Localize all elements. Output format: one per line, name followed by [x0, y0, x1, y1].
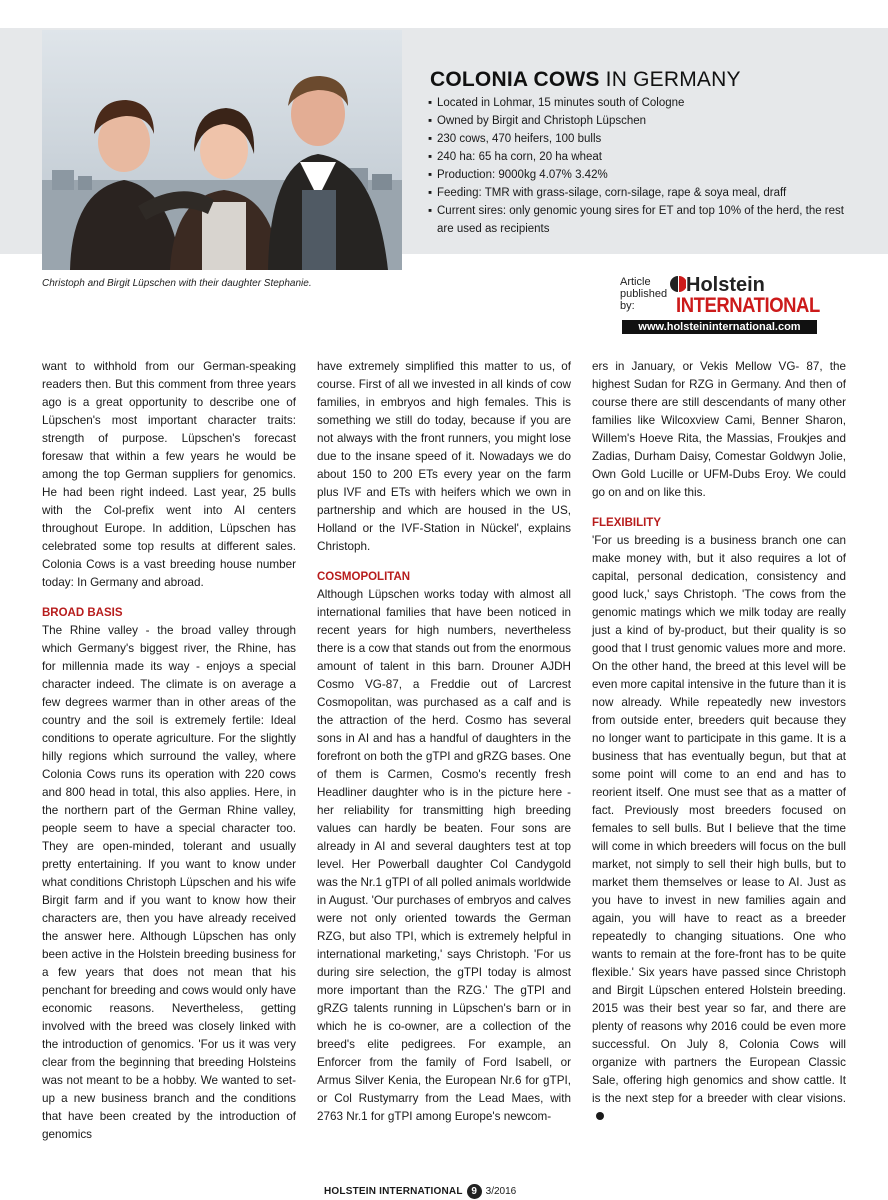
section-heading-cosmopolitan: COSMOPOLITAN	[317, 571, 411, 583]
logo-holstein-text: Holstein	[686, 274, 765, 296]
end-mark-icon	[596, 1112, 604, 1120]
page-footer	[324, 1184, 516, 1199]
paragraph: want to withhold from our German-speaking readers then. But this comment from three years ago is a great opportunity to describe one of Lüpschen's most important character traits: strength of purpose. Lüpschen's forecast foresaw that within a few years he would be among the top German suppliers for genomics. He had been right indeed. Last year, 25 bulls with the Col-prefix went into AI centers throughout Europe. In addition, Lüpschen has celebrated some top results at different sales. Colonia Cows is a vast breeding house number today: In Germany and abroad.	[42, 360, 296, 589]
section-heading-broad-basis: BROAD BASIS	[42, 607, 123, 619]
section-heading-flexibility: FLEXIBILITY	[592, 517, 661, 529]
article-column-2	[317, 358, 571, 1126]
farm-title	[430, 68, 741, 92]
photo-caption: Christoph and Birgit Lüpschen with their daughter Stephanie.	[42, 278, 312, 289]
fact-text: Production: 9000kg 4.07% 3.42%	[437, 169, 608, 181]
fact-feeding	[428, 184, 848, 202]
fact-location	[428, 94, 848, 112]
holstein-logo-icon	[670, 275, 686, 293]
publisher-label: Article published by:	[620, 276, 668, 312]
farm-title-country: IN GERMANY	[599, 68, 741, 91]
fact-text: Feeding: TMR with grass-silage, corn-silage, rape & soya meal, draff	[437, 187, 787, 199]
bullet-icon: ▪	[428, 115, 433, 127]
fact-text: Current sires: only genomic young sires for ET and top 10% of the herd, the rest are used as recipients	[437, 205, 844, 235]
paragraph-text: 'For us breeding is a business branch one can make money with, but it also requires a lot of capital, personal dedication, consistency and good luck,' says Christoph. 'The cows from the genomic matings which we milk today are really just a kind of by-product, but their quality is so good that I trust genomic values more and more. On the other hand, the breed at this level will be even more capital intensive in the future than it is now already. While repeatedly new investors from outside enter, breeders quit because they no longer want to participate in this game. It is a business that has eventually begun, but that at some point will come to an end and has to reorient itself. One must see that as a matter of fact. Previously most breeders focused on females to sell bulls. But I believe that the time will come in which breeders will focus on the bull market, not simply to sell their high bulls, but to market them themselves or lease to AI. Just as you have to invest in new families again and again, you will have to react as a breeder repeatedly to changing situations. One who wants to remain at the fore-front has to be quite flexible.' Six years have passed since Christoph and Birgit Lüpschen entered Holstein breeding. 2015 was their best year so far, and there are plenty of reasons why 2016 could be even more successful. On July 8, Colonia Cows will organize with partners the European Classic Sale, offering high genomics and show cattle. It is the next step for a breeder with clear visions.	[592, 534, 846, 1105]
fact-owners	[428, 112, 848, 130]
fact-production	[428, 166, 848, 184]
paragraph: Although Lüpschen works today with almost all international families that have been noticed in recent years for high numbers, nevertheless there is a cow that stands out from the enormous amount of talent in this barn. Drouner AJDH Cosmo VG-87, a Freddie out of Larcrest Cosmopolitan, was purchased as a calf and is the attraction of the herd. Cosmo has several sons in AI and has a handful of daughters in the forefront on both the gTPI and gRZG bases. One of them is Carmen, Cosmo's recently fresh Headliner daughter who is in the picture here - her reliability for transmitting high breeding values can hardly be beaten. Four sons are already in AI and several daughters test at top level. Her Powerball daughter Col Candygold was the Nr.1 gTPI of all polled animals worldwide in August. 'Our purchases of embryos and calves were not only oriented towards the German RZG, but also TPI, which is extremely helpful in international marketing,' says Christoph. 'For us during sire selection, the gTPI today is almost more important than the RZG.' The gTPI and gRZG talents running in Lüpschen's barn or in which he is co-owner, are a collection of the breed's elite pedigrees. For example, an Enforcer from the family of Ford Isabell, or Armus Silver Kenia, the European Nr.6 for gTPI, or Col Rustymarry from the Lead Maes, with 2763 Nr.1 for gTPI among Europe's newcom-	[317, 588, 571, 1123]
paragraph-final	[592, 532, 846, 1126]
paragraph: ers in January, or Vekis Mellow VG- 87, the highest Sudan for RZG in Germany. And then of course there are still descendants of many other families like Wilcoxview Cami, Benner Sharon, Willem's Hoeve Rita, the Massias, Froukjes and Zadias, Durham Daisy, Comestar Goldwyn Jolie, Own Gold Lucille or UFM-Dubs Eroy. We could go on and on like this.	[592, 360, 846, 499]
bullet-icon: ▪	[428, 187, 433, 199]
publisher-badge	[620, 272, 820, 338]
article-column-3	[592, 358, 846, 1126]
footer-magazine: HOLSTEIN INTERNATIONAL	[324, 1186, 463, 1197]
publisher-url[interactable]: www.holsteininternational.com	[622, 320, 817, 334]
bullet-icon: ▪	[428, 133, 433, 145]
paragraph: have extremely simplified this matter to us, of course. First of all we invested in all kinds of cow families, in embryos and high females. This is something we still do today, because if you are not always with the front runners, you might lose due to the insane speed of it. Nowadays we do about 150 to 200 ETs every year on the farm plus IVF and ETs with heifers which we own in partnership and which are housed in the US, Holland or the IVF-Station in Nückel', explains Christoph.	[317, 360, 571, 553]
farm-facts-list	[428, 94, 848, 238]
fact-herd-size	[428, 130, 848, 148]
paragraph: The Rhine valley - the broad valley through which Germany's biggest river, the Rhine, has for millennia made its way - enjoys a special character indeed. The climate is on average a few degrees warmer than in other areas of the country and the soil is extremely fertile: Ideal conditions to operate agriculture. For the slightly hilly regions which surround the valley, where Colonia Cows runs its operation with 220 cows and 800 head in total, this also applies. Here, in the northern part of the German Rhine valley, people seem to have a special character too. They are open-minded, tolerant and usually pretty entertaining. If you want to know under what conditions Christoph Lüpschen and his wife Birgit farm and if you want to know how their characters are, then you have already received the answer here. Although Lüpschen has only been active in the Holstein breeding business for a few years that does not mean that his penchant for breeding and cows would only have economic reasons. Nevertheless, getting involved with the breed was closely linked with the introduction of genomics. 'For us it was very clear from the beginning that breeding Holsteins was not meant to be a hobby. We wanted to set-up a new business branch and the conditions that have been created by the introduction of genomics	[42, 624, 296, 1141]
fact-text: Located in Lohmar, 15 minutes south of Cologne	[437, 97, 685, 109]
fact-text: 230 cows, 470 heifers, 100 bulls	[437, 133, 602, 145]
page-number: 9	[467, 1184, 482, 1199]
bullet-icon: ▪	[428, 97, 433, 109]
fact-text: 240 ha: 65 ha corn, 20 ha wheat	[437, 151, 602, 163]
footer-issue: 3/2016	[485, 1186, 517, 1197]
logo-international-text: INTERNATIONAL	[676, 294, 820, 317]
article-column-1	[42, 358, 296, 1144]
bullet-icon: ▪	[428, 205, 433, 217]
fact-text: Owned by Birgit and Christoph Lüpschen	[437, 115, 647, 127]
fact-land	[428, 148, 848, 166]
bullet-icon: ▪	[428, 151, 433, 163]
fact-sires	[428, 202, 848, 238]
bullet-icon: ▪	[428, 169, 433, 181]
farm-title-name: COLONIA COWS	[430, 68, 600, 91]
family-photo	[42, 30, 402, 270]
